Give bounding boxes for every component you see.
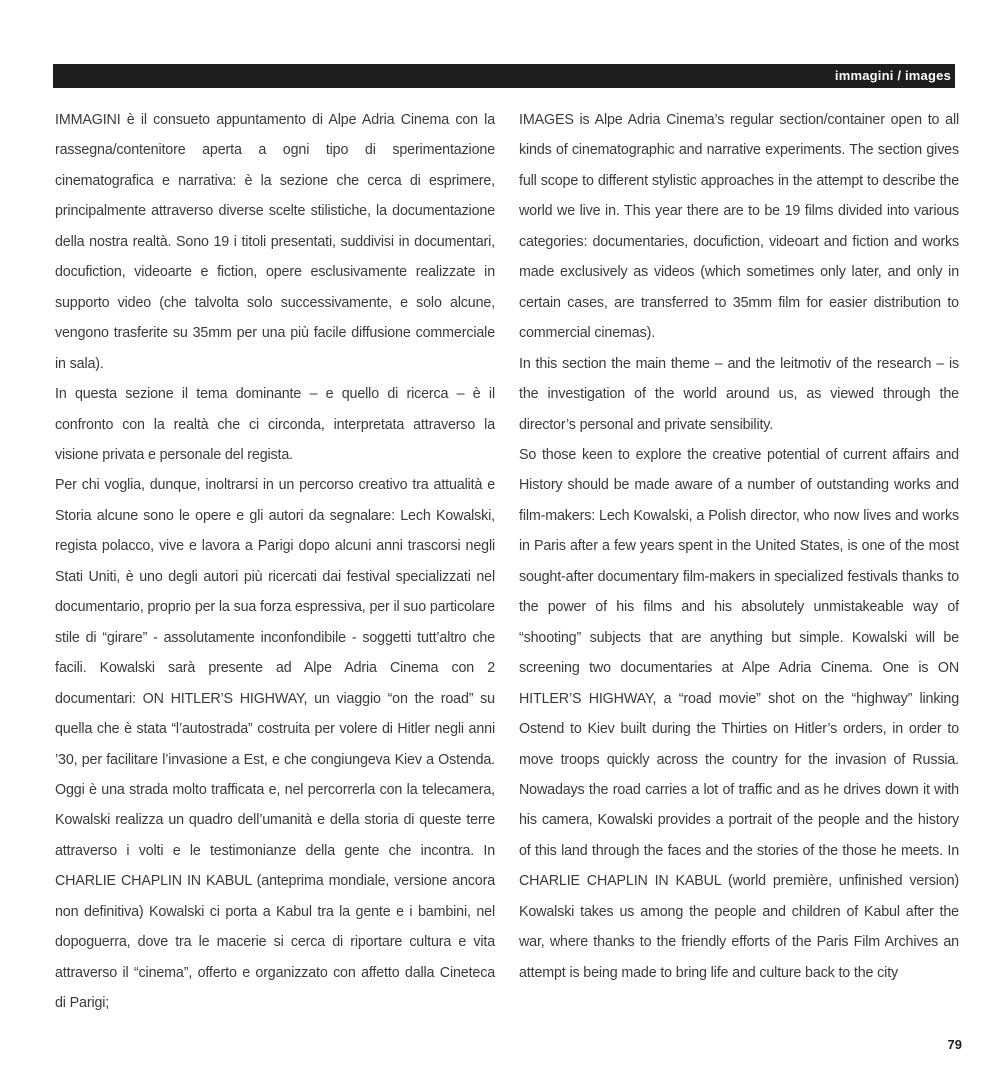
- english-paragraph-2: In this section the main theme – and the leitmotiv of the research – is the investigation of the world around us, as viewed through the director’s personal and private sensibility.: [519, 355, 959, 433]
- english-paragraph-3: So those keen to explore the creative potential of current affairs and History should be made aware of a number of outstanding works and film-makers: Lech Kowalski, a Polish director, who now lives and works in Paris after a few years spent in the United States, is one of the most sought-after documentary film-makers in specialized festivals thanks to the power of his films and his absolutely unmistakeable way of “shooting” subjects that are anything but simple. Kowalski will be screening two documentaries at Alpe Adria Cinema. One is ON HITLER’S HIGHWAY, a “road movie” shot on the “highway” linking Ostend to Kiev built during the Thirties on Hitler’s orders, in order to move troops quickly across the country for the invasion of Russia. Nowadays the road carries a lot of traffic and as he drives down it with his camera, Kowalski provides a portrait of the people and the history of this land through the faces and the stories of the those he meets. In CHARLIE CHAPLIN IN KABUL (world première, unfinished version) Kowalski takes us among the people and children of Kabul after the war, where thanks to the friendly efforts of the Paris Film Archives an attempt is being made to bring life and culture back to the city: [519, 446, 959, 981]
- italian-paragraph-2: In questa sezione il tema dominante – e quello di ricerca – è il confronto con la realtà che ci circonda, interpretata attraverso la visione privata e personale del regista.: [55, 386, 495, 463]
- section-header-bar: [53, 64, 955, 88]
- page-number: 79: [947, 1037, 962, 1052]
- italian-column: [55, 105, 495, 1019]
- section-label: immagini / images: [834, 68, 951, 83]
- italian-paragraph-3: Per chi voglia, dunque, inoltrarsi in un percorso creativo tra attualità e Storia alcune sono le opere e gli autori da segnalare: Lech Kowalski, regista polacco, vive e lavora a Parigi dopo alcuni anni trascorsi negli Stati Uniti, è uno degli autori più ricercati dai festival specializzati nel documentario, proprio per la sua forza espressiva, per il suo particolare stile di “girare” - assolutamente inconfondibile - soggetti tutt’altro che facili. Kowalski sarà presente ad Alpe Adria Cinema con 2 documentari: ON HITLER’S HIGHWAY, un viaggio “on the road” su quella che è stata “l’autostrada” costruita per volere di Hitler negli anni ’30, per facilitare l’invasione a Est, e che congiungeva Kiev a Ostenda. Oggi è una strada molto trafficata e, nel percorrerla con la telecamera, Kowalski realizza un quadro dell’umanità e della storia di queste terre attraverso i volti e le testimonianze della gente che incontra. In CHARLIE CHAPLIN IN KABUL (anteprima mondiale, versione ancora non definitiva) Kowalski ci porta a Kabul tra la gente e i bambini, nel dopoguerra, dove tra le macerie si cerca di riportare cultura e vita attraverso il “cinema”, offerto e organizzato con affetto dalla Cineteca di Parigi;: [55, 477, 495, 1012]
- italian-paragraph-1: IMMAGINI è il consueto appuntamento di Alpe Adria Cinema con la rassegna/contenitore aperta a ogni tipo di sperimentazione cinematografica e narrativa: è la sezione che cerca di esprimere, principalmente attraverso diverse scelte stilistiche, la documentazione della nostra realtà. Sono 19 i titoli presentati, suddivisi in documentari, docufiction, videoarte e fiction, opere esclusivamente realizzate in supporto video (che talvolta solo successivamente, e solo alcune, vengono trasferite su 35mm per una più facile diffusione commerciale in sala).: [55, 112, 495, 372]
- english-paragraph-1: IMAGES is Alpe Adria Cinema’s regular section/container open to all kinds of cinematographic and narrative experiments. The section gives full scope to different stylistic approaches in the attempt to describe the world we live in. This year there are to be 19 films divided into various categories: documentaries, docufiction, videoart and fiction and works made exclusively as videos (which sometimes only later, and only in certain cases, are transferred to 35mm film for easier distribution to commercial cinemas).: [519, 112, 959, 342]
- english-column: [519, 105, 959, 988]
